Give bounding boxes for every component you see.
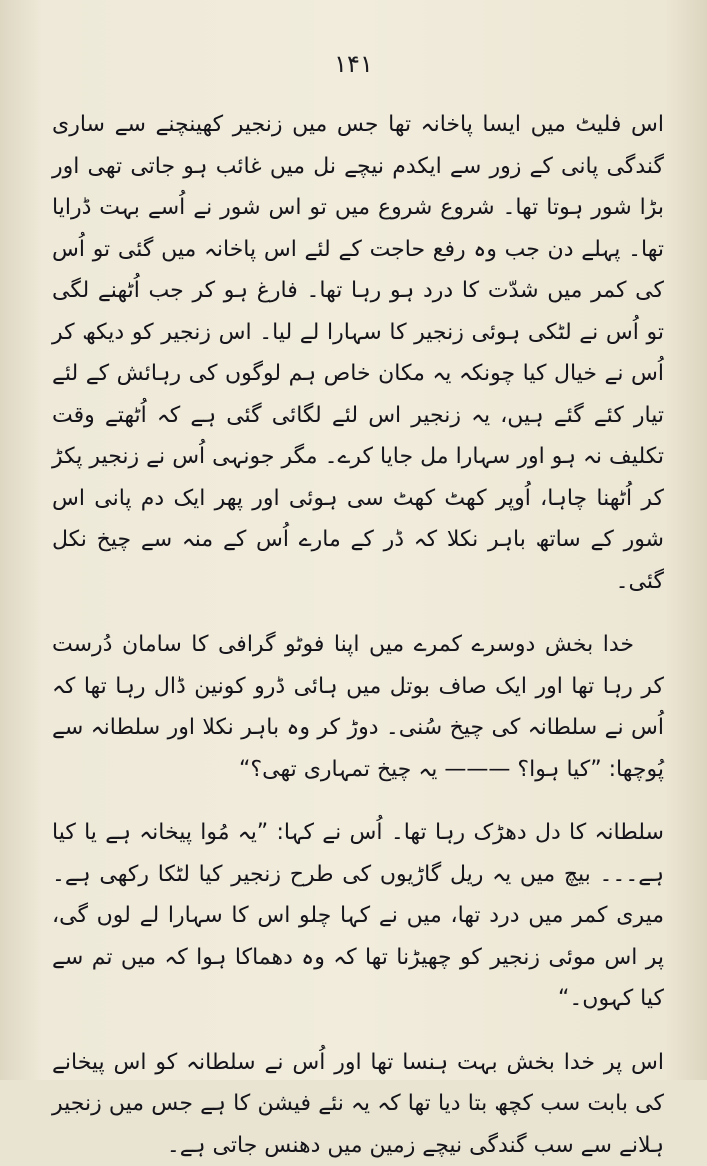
page-body-text — [52, 104, 664, 1166]
page-number: ۱۴۱ — [0, 50, 707, 78]
paragraph: خدا بخش دوسرے کمرے میں اپنا فوٹو گرافی کا سامان دُرست کر رہا تھا اور ایک صاف بوتل میں ہائی ڈرو کونین ڈال رہا تھا کہ اُس نے سلطانہ کی چیخ سُنی۔ دوڑ کر وہ باہر نکلا اور سلطانہ سے پُوچھا: ”کیا ہوا؟ ——— یہ چیخ تمہاری تھی؟“ — [52, 624, 664, 790]
paragraph: سلطانہ کا دل دھڑک رہا تھا۔ اُس نے کہا: ”یہ مُوا پیخانہ ہے یا کیا ہے۔۔۔ بیچ میں یہ ریل گاڑیوں کی طرح زنجیر کیا لٹکا رکھی ہے۔ میری کمر میں درد تھا، میں نے کہا چلو اس کا سہارا لے لوں گی، پر اس موئی زنجیر کو چھیڑنا تھا کہ وہ دھماکا ہوا کہ میں تم سے کیا کہوں۔“ — [52, 812, 664, 1020]
paragraph: اس فلیٹ میں ایسا پاخانہ تھا جس میں زنجیر کھینچنے سے ساری گندگی پانی کے زور سے ایکدم نیچے نل میں غائب ہو جاتی تھی اور بڑا شور ہوتا تھا۔ شروع شروع میں تو اس شور نے اُسے بہت ڈرایا تھا۔ پہلے دن جب وہ رفع حاجت کے لئے اس پاخانہ میں گئی تو اُس کی کمر میں شدّت کا درد ہو رہا تھا۔ فارغ ہو کر جب اُٹھنے لگی تو اُس نے لٹکی ہوئی زنجیر کا سہارا لے لیا۔ اس زنجیر کو دیکھ کر اُس نے خیال کیا چونکہ یہ مکان خاص ہم لوگوں کی رہائش کے لئے تیار کئے گئے ہیں، یہ زنجیر اس لئے لگائی گئی ہے کہ اُٹھتے وقت تکلیف نہ ہو اور سہارا مل جایا کرے۔ مگر جونہی اُس نے زنجیر پکڑ کر اُٹھنا چاہا، اُوپر کھٹ کھٹ سی ہوئی اور پھر ایک دم پانی اس شور کے ساتھ باہر نکلا کہ ڈر کے مارے اُس کے منہ سے چیخ نکل گئی۔ — [52, 104, 664, 602]
paragraph: اس پر خدا بخش بہت ہنسا تھا اور اُس نے سلطانہ کو اس پیخانے کی بابت سب کچھ بتا دیا تھا کہ یہ نئے فیشن کا ہے جس میں زنجیر ہلانے سے سب گندگی نیچے زمین میں دھنس جاتی ہے۔ — [52, 1042, 664, 1166]
